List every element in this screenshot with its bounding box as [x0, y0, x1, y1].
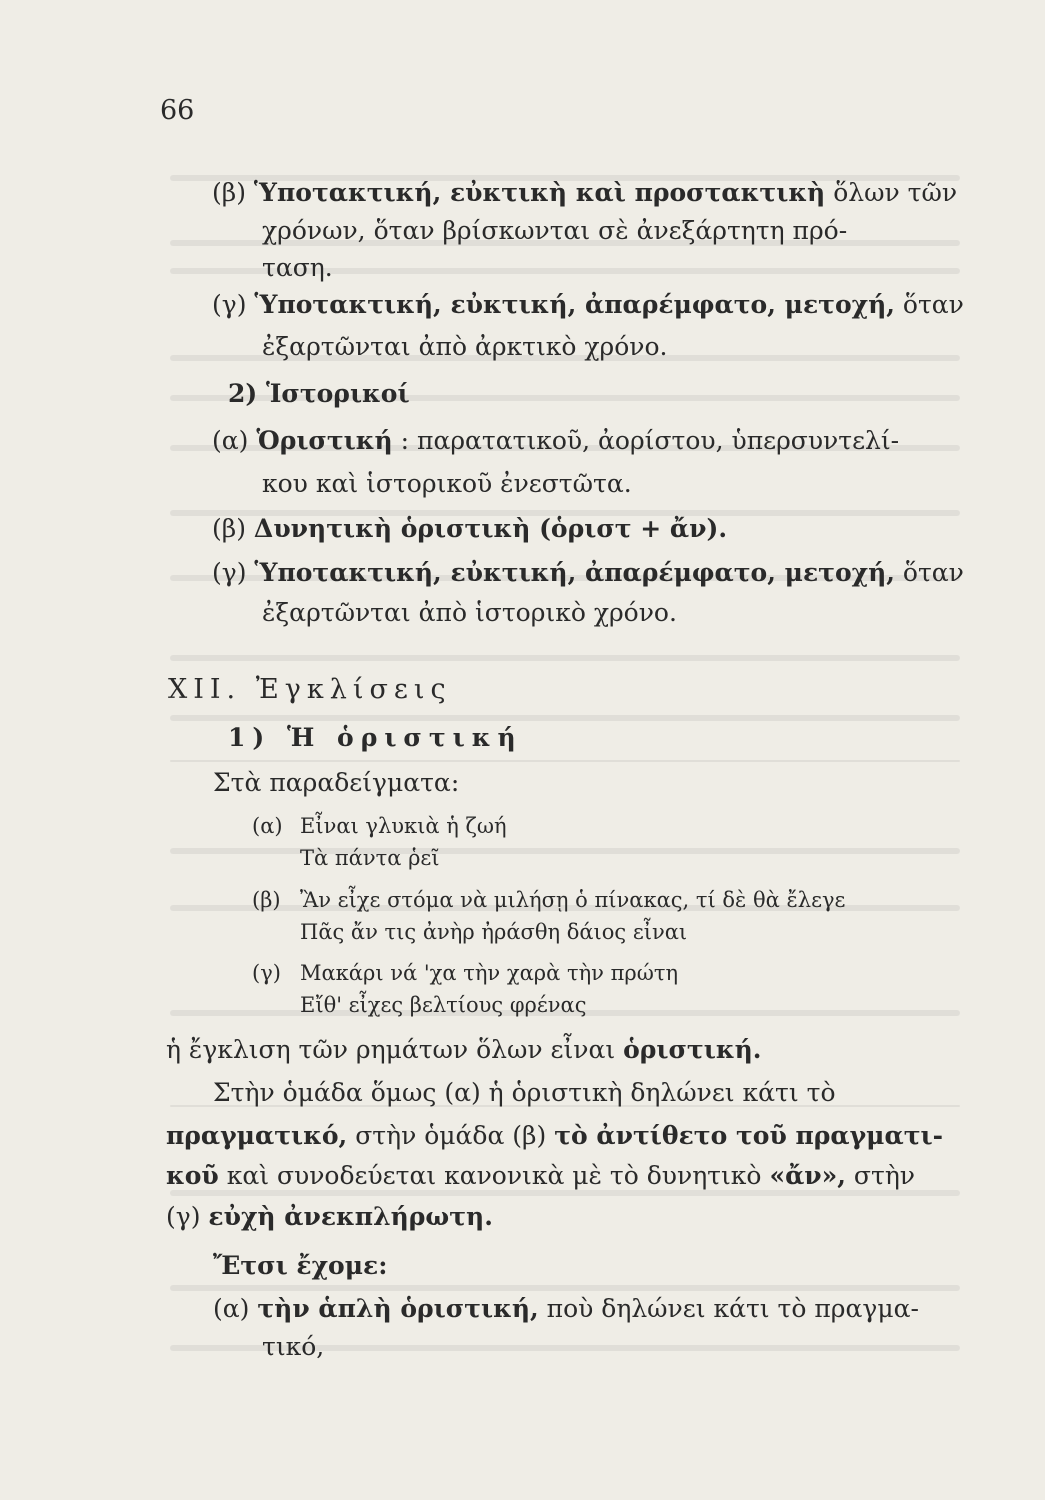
item-text: ὅταν	[894, 290, 964, 319]
section-title: Ἱστορικοί	[265, 379, 410, 408]
item-b-line3: ταση.	[262, 253, 333, 282]
item-b-line1	[212, 180, 957, 205]
paragraph-text: στὴν ὁμάδα (β)	[347, 1121, 555, 1150]
item-a-line2: κου καὶ ἱστορικοῦ ἐνεστῶτα.	[262, 469, 632, 498]
item-bold-text: Ὁριστική	[256, 426, 393, 455]
item-text: ὅλων τῶν	[825, 178, 958, 207]
example-b-label: (β)	[252, 888, 281, 912]
paragraph-bold: εὐχὴ ἀνεκπλήρωτη.	[208, 1202, 493, 1231]
item-bold-text: Ὑποτακτική, εὐκτική, ἀπαρέμφατο, μετοχή,	[254, 558, 895, 587]
conclusion-heading: Ἔτσι ἔχομε:	[213, 1251, 388, 1280]
paragraph-bold: πραγματικό,	[166, 1121, 348, 1150]
paragraph-text: στὴν	[845, 1161, 916, 1190]
item-label: (γ)	[212, 290, 247, 319]
paragraph-line2: Στὴν ὁμάδα ὅμως (α) ἡ ὁριστικὴ δηλώνει κάτι τὸ	[213, 1078, 836, 1107]
paragraph-line3	[166, 1123, 943, 1148]
item-label: (α)	[213, 1294, 250, 1323]
item-g3-line2: ἐξαρτῶνται ἀπὸ ἱστορικὸ χρόνο.	[262, 598, 677, 627]
paragraph-text: ἡ ἔγκλιση τῶν ρημάτων ὅλων εἶναι	[166, 1035, 624, 1064]
item-b2-line1	[212, 516, 727, 541]
item-a-line1	[212, 428, 899, 453]
item-bold-text: Δυνητικὴ ὁριστικὴ (ὁριστ + ἄν).	[253, 514, 728, 543]
example-b-line2: Πᾶς ἄν τις ἀνὴρ ἠράσθη δάιος εἶναι	[300, 920, 688, 944]
final-item-line2: τικό,	[262, 1332, 325, 1361]
examples-intro: Στὰ παραδείγματα:	[213, 768, 460, 797]
item-b-line2: χρόνων, ὅταν βρίσκωνται σὲ ἀνεξάρτητη πρό-	[262, 216, 848, 245]
page-number: 66	[160, 95, 195, 126]
paragraph-line1	[166, 1037, 761, 1062]
final-item-line1	[213, 1296, 919, 1321]
paragraph-line4	[166, 1163, 915, 1188]
item-label: (α)	[212, 426, 249, 455]
item-label: (β)	[212, 178, 246, 207]
item-bold-text: τὴν ἁπλὴ ὁριστική,	[257, 1294, 539, 1323]
item-g-line2: ἐξαρτῶνται ἀπὸ ἀρκτικὸ χρόνο.	[262, 332, 668, 361]
paragraph-text: (γ)	[166, 1202, 209, 1231]
paragraph-bold: «ἄν»,	[769, 1161, 846, 1190]
item-label: (β)	[212, 514, 246, 543]
example-b-line1: Ἂν εἶχε στόμα νὰ μιλήσῃ ὁ πίνακας, τί δὲ θὰ ἔλεγε	[300, 888, 846, 912]
example-g-line1: Μακάρι νά 'χα τὴν χαρὰ τὴν πρώτη	[300, 961, 679, 985]
item-bold-text: Ὑποτακτική, εὐκτικὴ καὶ προστακτικὴ	[253, 178, 826, 207]
section-historical	[228, 381, 410, 406]
item-g-line1	[212, 292, 964, 317]
paragraph-line5	[166, 1204, 493, 1229]
paragraph-text: καὶ συνοδεύεται κανονικὰ μὲ τὸ δυνητικὸ	[218, 1161, 770, 1190]
example-g-label: (γ)	[252, 961, 281, 985]
example-a-label: (α)	[252, 814, 283, 838]
paragraph-bold: ὁριστική.	[623, 1035, 762, 1064]
subsection-title: Ἡ ὁριστική	[286, 723, 523, 752]
item-text: ποὺ δηλώνει κάτι τὸ πραγμα-	[538, 1294, 919, 1323]
chapter-number: XII.	[168, 674, 242, 705]
item-text: ὅταν	[894, 558, 964, 587]
chapter-heading	[168, 676, 452, 703]
chapter-title: Ἐγκλίσεις	[255, 674, 452, 705]
item-bold-text: Ὑποτακτική, εὐκτική, ἀπαρέμφατο, μετοχή,	[254, 290, 895, 319]
subsection-heading	[228, 725, 523, 750]
example-a-line1: Εἶναι γλυκιὰ ἡ ζωή	[300, 814, 507, 838]
paragraph-bold: κοῦ	[166, 1161, 219, 1190]
item-g3-line1	[212, 560, 964, 585]
item-label: (γ)	[212, 558, 247, 587]
example-a-line2: Τὰ πάντα ῥεῖ	[300, 846, 440, 870]
section-number: 2)	[228, 379, 258, 408]
example-g-line2: Εἴθ' εἶχες βελτίους φρένας	[300, 993, 587, 1017]
paragraph-bold: τὸ ἀντίθετο τοῦ πραγματι-	[554, 1121, 944, 1150]
item-text: : παρατατικοῦ, ἀορίστου, ὑπερσυντελί-	[392, 426, 900, 455]
subsection-number: 1)	[228, 723, 272, 752]
